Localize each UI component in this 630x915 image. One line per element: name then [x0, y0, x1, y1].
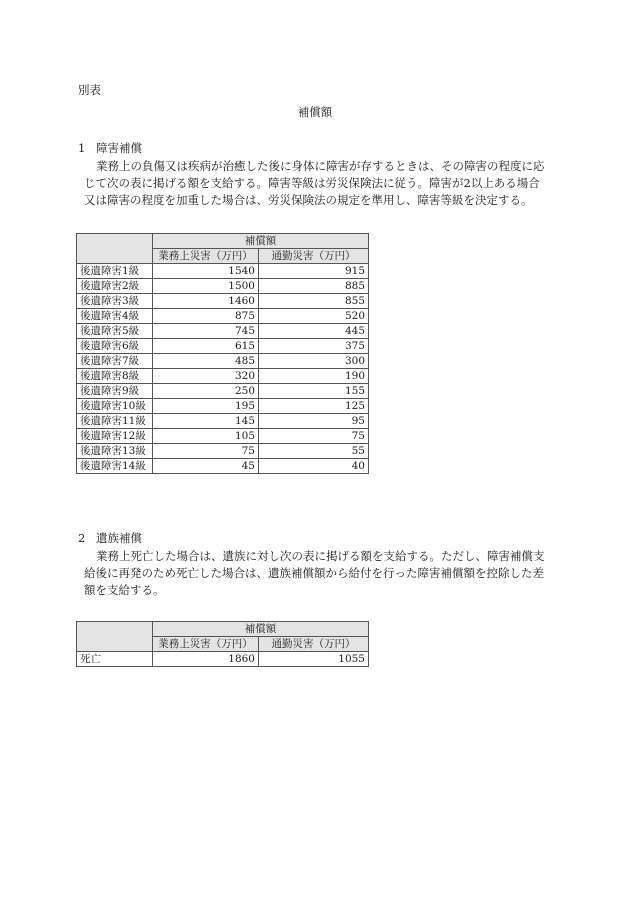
table-row — [77, 369, 369, 384]
table-corner-cell — [77, 622, 153, 652]
row-work-value: 75 — [153, 444, 259, 459]
table-row — [77, 429, 369, 444]
row-grade-cell: 後遺障害9級 — [77, 384, 153, 399]
row-commute-value: 155 — [259, 384, 369, 399]
column-header-work: 業務上災害（万円） — [153, 637, 259, 652]
row-commute-value: 75 — [259, 429, 369, 444]
survivor-compensation-table — [76, 621, 369, 667]
section2-line-3: 額を支給する。 — [84, 583, 165, 597]
row-commute-value: 885 — [259, 279, 369, 294]
row-grade-cell: 後遺障害2級 — [77, 279, 153, 294]
section2-line-2: 給後に再発のため死亡した場合は、遺族補償額から給付を行った障害補償額を控除した差 — [84, 566, 544, 580]
disability-compensation-table — [76, 233, 369, 474]
row-work-value: 320 — [153, 369, 259, 384]
table-row — [77, 444, 369, 459]
section2-title: 遺族補償 — [96, 531, 142, 545]
table-group-header: 補償額 — [153, 234, 369, 249]
row-work-value: 105 — [153, 429, 259, 444]
row-work-value: 875 — [153, 309, 259, 324]
row-grade-cell: 後遺障害3級 — [77, 294, 153, 309]
row-grade-cell: 後遺障害4級 — [77, 309, 153, 324]
table-row — [77, 399, 369, 414]
table-row — [77, 414, 369, 429]
section2-paragraph — [78, 548, 556, 599]
row-work-value: 485 — [153, 354, 259, 369]
section1-line-1: 業務上の負傷又は疾病が治癒した後に身体に障害が存するときは、その障害の程度に応 — [96, 159, 545, 173]
section2-line-1: 業務上死亡した場合は、遺族に対し次の表に掲げる額を支給する。ただし、障害補償支 — [96, 549, 545, 563]
row-grade-cell: 後遺障害8級 — [77, 369, 153, 384]
row-commute-value: 1055 — [259, 652, 369, 667]
section1-heading — [78, 140, 142, 156]
section1-number: 1 — [78, 141, 86, 155]
table-group-header: 補償額 — [153, 622, 369, 637]
row-grade-cell: 後遺障害6級 — [77, 339, 153, 354]
section2-number: 2 — [78, 531, 86, 545]
table-corner-cell — [77, 234, 153, 264]
row-work-value: 1460 — [153, 294, 259, 309]
table-row — [77, 294, 369, 309]
row-work-value: 195 — [153, 399, 259, 414]
row-commute-value: 520 — [259, 309, 369, 324]
section1-title: 障害補償 — [96, 141, 142, 155]
column-header-commute: 通勤災害（万円） — [259, 249, 369, 264]
table-row — [77, 279, 369, 294]
table-row — [77, 324, 369, 339]
document-title: 補償額 — [297, 105, 333, 119]
section1-paragraph — [78, 158, 556, 209]
row-work-value: 615 — [153, 339, 259, 354]
column-header-work: 業務上災害（万円） — [153, 249, 259, 264]
row-commute-value: 95 — [259, 414, 369, 429]
row-grade-cell: 後遺障害12級 — [77, 429, 153, 444]
row-work-value: 1540 — [153, 264, 259, 279]
table-row — [77, 309, 369, 324]
row-grade-cell: 後遺障害7級 — [77, 354, 153, 369]
row-commute-value: 125 — [259, 399, 369, 414]
row-commute-value: 445 — [259, 324, 369, 339]
row-grade-cell: 後遺障害13級 — [77, 444, 153, 459]
row-grade-cell: 後遺障害5級 — [77, 324, 153, 339]
table-row — [77, 384, 369, 399]
row-commute-value: 55 — [259, 444, 369, 459]
row-grade-cell: 後遺障害11級 — [77, 414, 153, 429]
row-commute-value: 300 — [259, 354, 369, 369]
row-grade-cell: 死亡 — [77, 652, 153, 667]
column-header-commute: 通勤災害（万円） — [259, 637, 369, 652]
row-work-value: 1860 — [153, 652, 259, 667]
row-commute-value: 855 — [259, 294, 369, 309]
section1-line-3: 又は障害の程度を加重した場合は、労災保険法の規定を準用し、障害等級を決定する。 — [84, 193, 533, 207]
table-row — [77, 264, 369, 279]
section1-line-2: じて次の表に掲げる額を支給する。障害等級は労災保険法に従う。障害が2以上ある場合 — [84, 176, 540, 190]
row-work-value: 250 — [153, 384, 259, 399]
table-row — [77, 652, 369, 667]
row-work-value: 1500 — [153, 279, 259, 294]
row-commute-value: 915 — [259, 264, 369, 279]
row-grade-cell: 後遺障害10級 — [77, 399, 153, 414]
row-work-value: 45 — [153, 459, 259, 474]
row-grade-cell: 後遺障害1級 — [77, 264, 153, 279]
row-work-value: 745 — [153, 324, 259, 339]
table-row — [77, 354, 369, 369]
row-commute-value: 190 — [259, 369, 369, 384]
annex-label: 別表 — [78, 83, 101, 97]
row-work-value: 145 — [153, 414, 259, 429]
row-grade-cell: 後遺障害14級 — [77, 459, 153, 474]
row-commute-value: 375 — [259, 339, 369, 354]
row-commute-value: 40 — [259, 459, 369, 474]
table-row — [77, 459, 369, 474]
table-row — [77, 339, 369, 354]
section2-heading — [78, 530, 142, 546]
